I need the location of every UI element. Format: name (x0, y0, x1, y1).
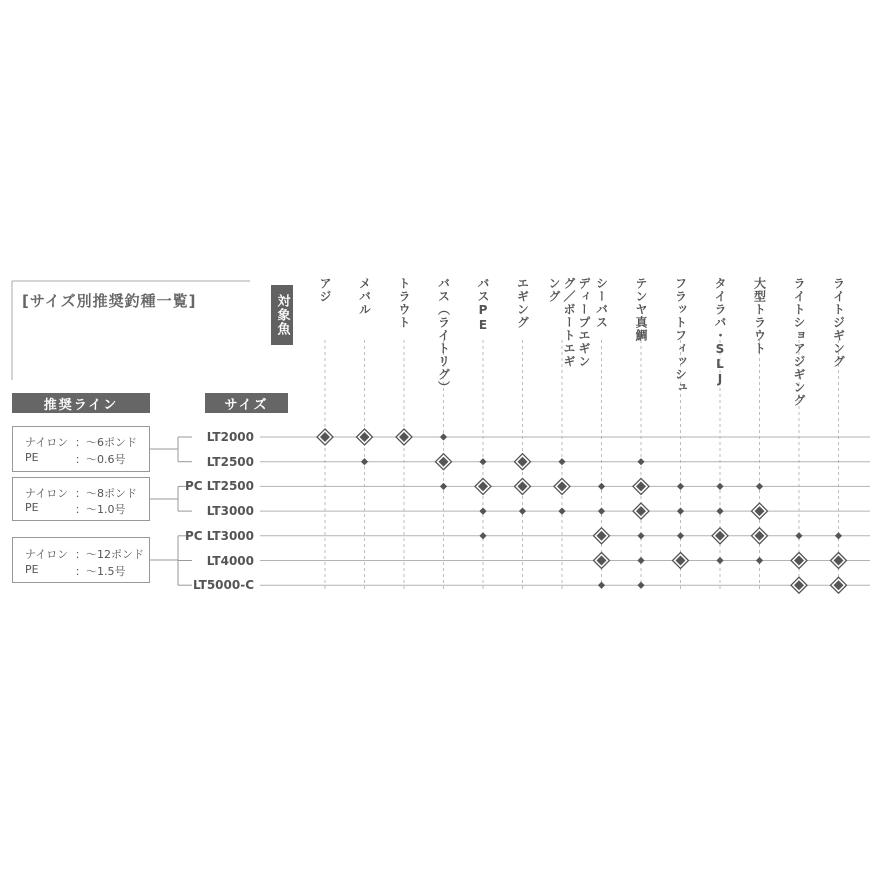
suitable-mark (716, 483, 723, 490)
fish-label: シーバス (594, 277, 609, 329)
fish-column-guides (325, 340, 839, 592)
fish-label: 大型トラウト (752, 277, 767, 355)
size-label: LT4000 (206, 553, 254, 568)
fish-label: バスPE (476, 277, 490, 333)
nylon-row (25, 485, 137, 501)
suitable-mark (756, 557, 763, 564)
line-group-2 (12, 477, 150, 521)
fish-label: テンヤ真鯛 (634, 277, 648, 342)
nylon-label: ナイロン (25, 487, 69, 500)
fish-label: フラットフィッシュ (673, 277, 688, 394)
size-label: LT3000 (206, 504, 254, 519)
fish-label: ディープエギング／ボートエギング (547, 277, 591, 368)
nylon-value: ：～6ポンド (75, 436, 137, 449)
fish-label: バス（ライトリグ） (436, 277, 451, 394)
size-label: LT5000-C (192, 578, 254, 593)
fish-label: ライトジギング (831, 277, 846, 368)
nylon-value: ：～8ポンド (75, 487, 137, 500)
fish-label: トラウト (397, 277, 411, 329)
nylon-label: ナイロン (25, 436, 69, 449)
suitable-mark (677, 532, 684, 539)
nylon-row (25, 434, 137, 450)
pe-label: PE (25, 563, 39, 576)
suitable-mark (519, 508, 526, 515)
target-fish-label: 対象魚 (271, 285, 293, 345)
pe-row (25, 451, 126, 466)
suitable-mark (598, 508, 605, 515)
size-label: PC LT2500 (184, 479, 254, 494)
suitable-mark (637, 557, 644, 564)
pe-label: PE (25, 451, 39, 464)
recommended-line-header: 推奨ライン (12, 393, 150, 413)
suitable-mark (558, 508, 565, 515)
suitable-mark (677, 508, 684, 515)
pe-row (25, 563, 126, 578)
page-title: [サイズ別推奨釣種一覧] (22, 292, 197, 310)
size-label: LT2000 (206, 430, 254, 444)
suitable-mark (795, 532, 802, 539)
line-group-1 (12, 426, 150, 472)
suitable-mark (716, 508, 723, 515)
line-group-3 (12, 537, 150, 583)
nylon-label: ナイロン (25, 548, 69, 561)
suitable-mark (756, 483, 763, 490)
suitable-mark (479, 508, 486, 515)
fish-label: タイラバ・SLJ (713, 277, 727, 387)
pe-value: ：～1.0号 (75, 503, 126, 516)
pe-row (25, 501, 126, 516)
fish-label: エギング (515, 277, 530, 329)
suitable-mark (361, 458, 368, 465)
fish-label: ライトショアジギング (792, 277, 806, 407)
pe-value: ：～1.5号 (75, 565, 126, 578)
pe-label: PE (25, 501, 39, 514)
suitable-mark (835, 532, 842, 539)
suitable-mark (558, 458, 565, 465)
fish-label: メバル (357, 277, 372, 316)
size-header: サイズ (205, 393, 288, 413)
size-label: PC LT3000 (184, 528, 254, 543)
suitable-mark (440, 433, 447, 440)
nylon-row (25, 546, 144, 562)
suitable-mark (598, 582, 605, 589)
nylon-value: ：～12ポンド (75, 548, 144, 561)
fish-label: アジ (318, 277, 332, 303)
suitable-mark (440, 483, 447, 490)
suitable-mark (598, 483, 605, 490)
pe-value: ：～0.6号 (75, 453, 126, 466)
suitable-mark (479, 458, 486, 465)
suitable-mark (637, 532, 644, 539)
size-label: LT2500 (206, 454, 254, 469)
suitable-mark (637, 458, 644, 465)
suitable-mark (677, 483, 684, 490)
suitable-mark (716, 557, 723, 564)
suitable-mark (637, 582, 644, 589)
suitable-mark (479, 532, 486, 539)
